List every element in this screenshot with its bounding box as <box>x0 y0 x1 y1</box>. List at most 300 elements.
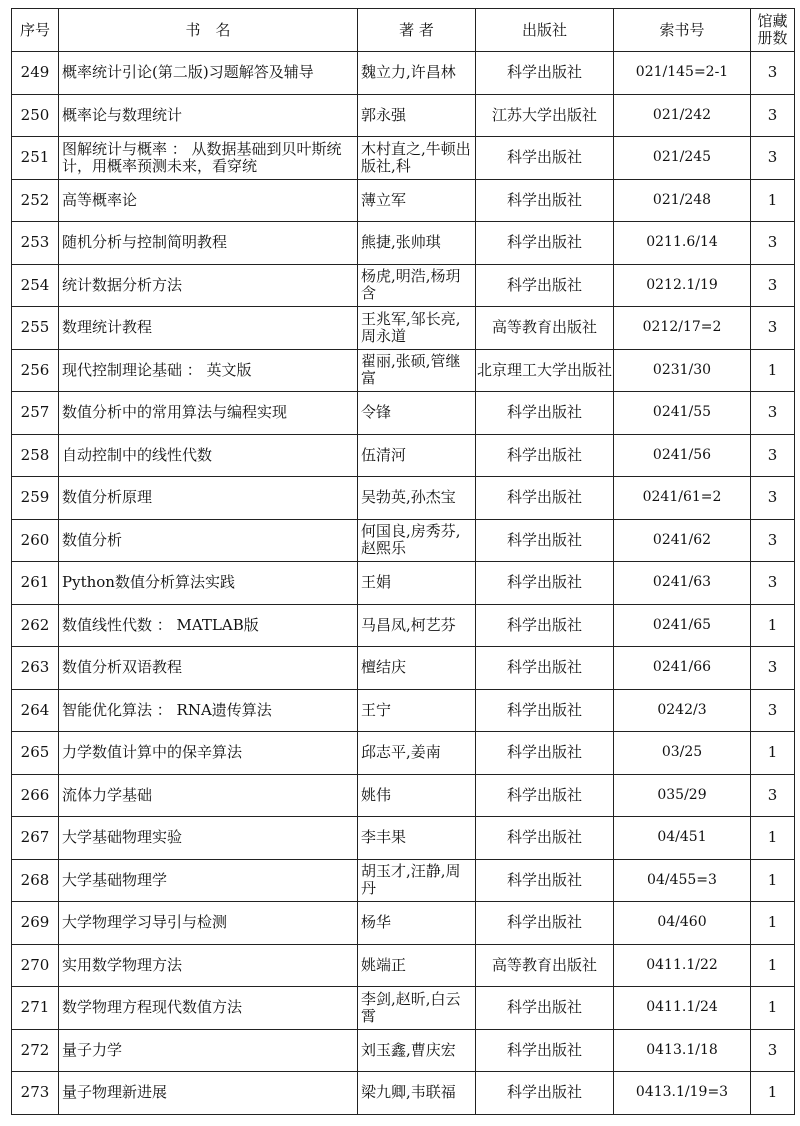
cell-publisher-text: 科学出版社 <box>506 489 582 507</box>
cell-copies <box>751 52 795 95</box>
cell-publisher <box>476 392 614 435</box>
cell-author-text: 李丰果 <box>361 829 407 847</box>
cell-title-text: 大学基础物理学 <box>62 871 168 889</box>
table-row <box>12 519 795 562</box>
cell-author-text: 令锋 <box>361 404 392 422</box>
cell-no <box>12 179 59 222</box>
cell-copies <box>751 477 795 520</box>
cell-copies <box>751 307 795 350</box>
cell-copies <box>751 179 795 222</box>
cell-no <box>12 307 59 350</box>
cell-copies-text: 1 <box>767 829 778 847</box>
cell-call-number <box>614 774 751 817</box>
cell-call-number-text: 0212.1/19 <box>646 276 718 293</box>
cell-no-text: 252 <box>20 191 50 209</box>
cell-call-number-text: 021/145=2-1 <box>635 64 729 81</box>
cell-author-text: 翟丽,张硕,管继富 <box>361 353 461 388</box>
cell-copies <box>751 434 795 477</box>
cell-call-number <box>614 1072 751 1115</box>
cell-publisher-text: 北京理工大学出版社 <box>476 361 612 379</box>
cell-publisher <box>476 222 614 265</box>
cell-no-text: 256 <box>20 361 50 379</box>
cell-copies-text: 3 <box>767 786 778 804</box>
cell-copies <box>751 349 795 392</box>
cell-call-number <box>614 987 751 1030</box>
table-row <box>12 1072 795 1115</box>
cell-call-number <box>614 179 751 222</box>
cell-no <box>12 52 59 95</box>
cell-publisher-text: 江苏大学出版社 <box>491 106 597 124</box>
cell-copies <box>751 817 795 860</box>
cell-no-text: 254 <box>20 276 50 294</box>
cell-no-text: 270 <box>20 956 50 974</box>
book-list-sheet <box>11 8 795 1115</box>
table-row <box>12 264 795 307</box>
cell-publisher-text: 科学出版社 <box>506 616 582 634</box>
cell-publisher-text: 科学出版社 <box>506 701 582 719</box>
cell-copies <box>751 519 795 562</box>
cell-publisher <box>476 774 614 817</box>
cell-title-text: 量子物理新进展 <box>62 1084 168 1102</box>
cell-call-number-text: 0413.1/19=3 <box>635 1084 729 1101</box>
cell-title <box>59 222 358 265</box>
cell-no-text: 253 <box>20 234 50 252</box>
cell-call-number-text: 0241/63 <box>652 574 712 591</box>
cell-copies-text: 3 <box>767 659 778 677</box>
cell-no <box>12 1072 59 1115</box>
cell-title-text: 现代控制理论基础 ： 英文版 <box>62 361 252 379</box>
table-row <box>12 817 795 860</box>
cell-call-number-text: 0241/55 <box>652 404 712 421</box>
cell-call-number <box>614 944 751 987</box>
cell-publisher <box>476 902 614 945</box>
cell-call-number <box>614 1029 751 1072</box>
cell-call-number <box>614 349 751 392</box>
cell-author-text: 伍清河 <box>361 446 407 464</box>
cell-author <box>358 647 476 690</box>
cell-copies-text: 3 <box>767 276 778 294</box>
cell-publisher <box>476 1029 614 1072</box>
cell-copies-text: 3 <box>767 489 778 507</box>
cell-title-text: 数值分析 <box>62 531 123 549</box>
cell-call-number-text: 0242/3 <box>657 701 707 718</box>
cell-title <box>59 1072 358 1115</box>
cell-title-text: 数学物理方程现代数值方法 <box>62 999 243 1017</box>
cell-title-text: 数理统计教程 <box>62 319 153 337</box>
cell-call-number-text: 04/455=3 <box>647 871 717 888</box>
table-row <box>12 137 795 180</box>
cell-no-text: 271 <box>20 999 50 1017</box>
cell-call-number <box>614 562 751 605</box>
cell-publisher-text: 科学出版社 <box>506 829 582 847</box>
cell-title <box>59 987 358 1030</box>
cell-publisher-text: 高等教育出版社 <box>491 319 597 337</box>
cell-no-text: 269 <box>20 914 50 932</box>
cell-title <box>59 817 358 860</box>
table-row <box>12 222 795 265</box>
cell-publisher <box>476 647 614 690</box>
cell-copies <box>751 987 795 1030</box>
cell-publisher <box>476 52 614 95</box>
cell-author-text: 檀结庆 <box>361 659 407 677</box>
cell-copies <box>751 647 795 690</box>
cell-no <box>12 477 59 520</box>
cell-title <box>59 859 358 902</box>
cell-no <box>12 987 59 1030</box>
cell-title-text: 统计数据分析方法 <box>62 276 183 294</box>
cell-copies-text: 1 <box>767 956 778 974</box>
cell-author-text: 梁九卿,韦联福 <box>361 1084 456 1102</box>
cell-title-text: 数值分析双语教程 <box>62 659 183 677</box>
cell-copies <box>751 604 795 647</box>
cell-no-text: 259 <box>20 489 50 507</box>
cell-author <box>358 902 476 945</box>
cell-title <box>59 519 358 562</box>
cell-no <box>12 519 59 562</box>
cell-call-number-text: 0411.1/22 <box>646 956 718 973</box>
cell-copies-text: 1 <box>767 744 778 762</box>
table-row <box>12 732 795 775</box>
cell-title-text: 随机分析与控制简明教程 <box>62 234 228 252</box>
header-row <box>12 9 795 52</box>
cell-author-text: 杨虎,明浩,杨玥含 <box>361 268 461 303</box>
cell-publisher-text: 科学出版社 <box>506 786 582 804</box>
cell-no <box>12 604 59 647</box>
cell-title-text: 高等概率论 <box>62 191 138 209</box>
table-row <box>12 604 795 647</box>
header-copies: 馆藏册数 <box>751 9 795 52</box>
cell-publisher <box>476 562 614 605</box>
cell-publisher-text: 科学出版社 <box>506 64 582 82</box>
cell-author <box>358 52 476 95</box>
cell-publisher-text: 科学出版社 <box>506 574 582 592</box>
cell-no <box>12 689 59 732</box>
cell-copies-text: 1 <box>767 361 778 379</box>
cell-title <box>59 349 358 392</box>
cell-publisher <box>476 604 614 647</box>
table-row <box>12 647 795 690</box>
cell-publisher <box>476 94 614 137</box>
cell-copies <box>751 774 795 817</box>
cell-title-text: 实用数学物理方法 <box>62 956 183 974</box>
table-row <box>12 902 795 945</box>
cell-copies-text: 3 <box>767 531 778 549</box>
cell-publisher-text: 科学出版社 <box>506 1041 582 1059</box>
cell-copies-text: 1 <box>767 616 778 634</box>
cell-author <box>358 817 476 860</box>
cell-author-text: 吴勃英,孙杰宝 <box>361 489 456 507</box>
cell-no <box>12 562 59 605</box>
cell-copies-text: 3 <box>767 234 778 252</box>
cell-publisher <box>476 944 614 987</box>
cell-author-text: 木村直之,牛顿出版社,科 <box>361 140 471 175</box>
table-row <box>12 944 795 987</box>
cell-copies-text: 1 <box>767 999 778 1017</box>
cell-author-text: 杨华 <box>361 914 392 932</box>
cell-title-text: 数值线性代数 ： MATLAB版 <box>62 616 259 634</box>
cell-publisher-text: 科学出版社 <box>506 914 582 932</box>
cell-title <box>59 944 358 987</box>
cell-author-text: 李剑,赵昕,白云霄 <box>361 990 461 1025</box>
cell-title-text: 图解统计与概率 ： 从数据基础到贝叶斯统计，用概率预测未来，看穿统 <box>62 140 342 175</box>
table-row <box>12 94 795 137</box>
cell-no-text: 272 <box>20 1041 50 1059</box>
cell-no <box>12 264 59 307</box>
cell-title-text: 概率论与数理统计 <box>62 106 183 124</box>
cell-call-number <box>614 307 751 350</box>
cell-no <box>12 944 59 987</box>
cell-call-number <box>614 732 751 775</box>
cell-title-text: 力学数值计算中的保辛算法 <box>62 744 243 762</box>
cell-author <box>358 689 476 732</box>
cell-call-number <box>614 222 751 265</box>
cell-publisher <box>476 434 614 477</box>
cell-publisher-text: 科学出版社 <box>506 659 582 677</box>
cell-title-text: 数值分析原理 <box>62 489 153 507</box>
header-title: 书 名 <box>59 9 358 52</box>
cell-call-number <box>614 647 751 690</box>
cell-no-text: 255 <box>20 319 50 337</box>
cell-author-text: 王宁 <box>361 701 392 719</box>
cell-author-text: 马昌凤,柯艺芬 <box>361 616 456 634</box>
cell-no <box>12 222 59 265</box>
cell-no <box>12 349 59 392</box>
cell-no-text: 263 <box>20 659 50 677</box>
cell-publisher-text: 科学出版社 <box>506 404 582 422</box>
cell-call-number <box>614 94 751 137</box>
cell-author <box>358 1029 476 1072</box>
table-row <box>12 52 795 95</box>
cell-title <box>59 179 358 222</box>
cell-call-number-text: 021/245 <box>652 149 712 166</box>
cell-author-text: 姚伟 <box>361 786 392 804</box>
table-row <box>12 349 795 392</box>
cell-call-number <box>614 817 751 860</box>
cell-no-text: 266 <box>20 786 50 804</box>
cell-publisher-text: 高等教育出版社 <box>491 956 597 974</box>
cell-author-text: 郭永强 <box>361 106 407 124</box>
cell-title <box>59 689 358 732</box>
cell-title-text: Python数值分析算法实践 <box>62 574 235 592</box>
cell-title <box>59 774 358 817</box>
cell-publisher-text: 科学出版社 <box>506 446 582 464</box>
cell-no-text: 257 <box>20 404 50 422</box>
cell-title <box>59 562 358 605</box>
cell-copies <box>751 137 795 180</box>
cell-call-number-text: 035/29 <box>657 786 707 803</box>
cell-author <box>358 94 476 137</box>
cell-call-number-text: 03/25 <box>661 744 703 761</box>
cell-publisher <box>476 1072 614 1115</box>
table-row <box>12 179 795 222</box>
cell-publisher <box>476 307 614 350</box>
cell-author-text: 胡玉才,汪静,周丹 <box>361 863 461 898</box>
cell-call-number <box>614 52 751 95</box>
cell-publisher <box>476 987 614 1030</box>
cell-copies-text: 3 <box>767 1041 778 1059</box>
cell-publisher <box>476 349 614 392</box>
cell-call-number-text: 0241/66 <box>652 659 712 676</box>
cell-no-text: 258 <box>20 446 50 464</box>
cell-copies-text: 3 <box>767 106 778 124</box>
cell-copies-text: 1 <box>767 871 778 889</box>
cell-no <box>12 392 59 435</box>
cell-title <box>59 902 358 945</box>
cell-title <box>59 94 358 137</box>
cell-call-number <box>614 477 751 520</box>
cell-call-number <box>614 519 751 562</box>
cell-title <box>59 137 358 180</box>
cell-title <box>59 434 358 477</box>
cell-author <box>358 774 476 817</box>
cell-no <box>12 732 59 775</box>
table-row <box>12 689 795 732</box>
cell-copies-text: 3 <box>767 64 778 82</box>
cell-call-number-text: 04/460 <box>657 914 707 931</box>
table-row <box>12 774 795 817</box>
cell-call-number <box>614 392 751 435</box>
cell-author-text: 王娟 <box>361 574 392 592</box>
cell-publisher <box>476 264 614 307</box>
cell-copies <box>751 264 795 307</box>
cell-copies-text: 1 <box>767 914 778 932</box>
cell-no <box>12 859 59 902</box>
cell-copies-text: 1 <box>767 191 778 209</box>
cell-publisher-text: 科学出版社 <box>506 871 582 889</box>
cell-call-number-text: 021/242 <box>652 106 712 123</box>
cell-publisher-text: 科学出版社 <box>506 191 582 209</box>
cell-call-number-text: 0413.1/18 <box>646 1041 718 1058</box>
cell-copies-text: 3 <box>767 574 778 592</box>
cell-author <box>358 307 476 350</box>
cell-call-number <box>614 264 751 307</box>
cell-no-text: 273 <box>20 1084 50 1102</box>
cell-author <box>358 732 476 775</box>
table-row <box>12 477 795 520</box>
cell-copies <box>751 1072 795 1115</box>
cell-title <box>59 307 358 350</box>
cell-author <box>358 179 476 222</box>
cell-no-text: 250 <box>20 106 50 124</box>
cell-author <box>358 1072 476 1115</box>
cell-no-text: 251 <box>20 149 50 167</box>
cell-title-text: 流体力学基础 <box>62 786 153 804</box>
cell-call-number-text: 0241/61=2 <box>642 489 722 506</box>
book-table <box>11 8 795 1115</box>
cell-author-text: 熊捷,张帅琪 <box>361 234 441 252</box>
cell-title <box>59 52 358 95</box>
cell-call-number-text: 021/248 <box>652 191 712 208</box>
cell-title-text: 数值分析中的常用算法与编程实现 <box>62 404 288 422</box>
cell-author <box>358 222 476 265</box>
cell-call-number-text: 0241/62 <box>652 531 712 548</box>
cell-no <box>12 902 59 945</box>
cell-publisher <box>476 477 614 520</box>
cell-author <box>358 859 476 902</box>
cell-title <box>59 392 358 435</box>
cell-no-text: 267 <box>20 829 50 847</box>
cell-title-text: 量子力学 <box>62 1041 123 1059</box>
cell-publisher <box>476 689 614 732</box>
cell-title <box>59 732 358 775</box>
header-call-number: 索书号 <box>614 9 751 52</box>
cell-author <box>358 477 476 520</box>
cell-copies-text: 3 <box>767 404 778 422</box>
cell-copies <box>751 1029 795 1072</box>
cell-author-text: 魏立力,许昌林 <box>361 64 456 82</box>
table-row <box>12 987 795 1030</box>
cell-call-number-text: 0241/56 <box>652 446 712 463</box>
cell-call-number <box>614 689 751 732</box>
cell-publisher-text: 科学出版社 <box>506 234 582 252</box>
cell-copies <box>751 902 795 945</box>
cell-publisher <box>476 137 614 180</box>
cell-title <box>59 264 358 307</box>
table-row <box>12 859 795 902</box>
table-body <box>12 52 795 1115</box>
cell-copies <box>751 689 795 732</box>
cell-publisher <box>476 859 614 902</box>
cell-author <box>358 349 476 392</box>
cell-no-text: 264 <box>20 701 50 719</box>
cell-call-number-text: 0411.1/24 <box>646 999 718 1016</box>
table-row <box>12 562 795 605</box>
cell-copies <box>751 222 795 265</box>
cell-no-text: 261 <box>20 574 50 592</box>
cell-publisher-text: 科学出版社 <box>506 276 582 294</box>
cell-no <box>12 434 59 477</box>
cell-no-text: 262 <box>20 616 50 634</box>
cell-publisher <box>476 179 614 222</box>
cell-author <box>358 264 476 307</box>
cell-title-text: 智能优化算法 ： RNA遗传算法 <box>62 701 272 719</box>
cell-copies-text: 3 <box>767 149 778 167</box>
table-row <box>12 392 795 435</box>
cell-copies-text: 3 <box>767 701 778 719</box>
cell-copies <box>751 392 795 435</box>
cell-publisher-text: 科学出版社 <box>506 999 582 1017</box>
header-publisher: 出版社 <box>476 9 614 52</box>
cell-copies <box>751 859 795 902</box>
table-row <box>12 434 795 477</box>
cell-publisher-text: 科学出版社 <box>506 1084 582 1102</box>
cell-no-text: 249 <box>20 64 50 82</box>
cell-no <box>12 817 59 860</box>
cell-copies-text: 3 <box>767 319 778 337</box>
cell-title <box>59 1029 358 1072</box>
cell-copies <box>751 94 795 137</box>
cell-call-number-text: 0212/17=2 <box>642 319 722 336</box>
cell-no <box>12 1029 59 1072</box>
cell-author <box>358 987 476 1030</box>
cell-copies-text: 1 <box>767 1084 778 1102</box>
cell-title-text: 大学物理学习导引与检测 <box>62 914 228 932</box>
cell-author <box>358 137 476 180</box>
cell-author <box>358 519 476 562</box>
cell-copies <box>751 562 795 605</box>
cell-call-number <box>614 434 751 477</box>
cell-author-text: 何国良,房秀芬,赵熙乐 <box>361 523 461 558</box>
cell-publisher <box>476 817 614 860</box>
cell-author-text: 王兆军,邹长亮,周永道 <box>361 310 461 345</box>
header-no: 序号 <box>12 9 59 52</box>
cell-author <box>358 944 476 987</box>
cell-title <box>59 604 358 647</box>
cell-no <box>12 774 59 817</box>
cell-author-text: 刘玉鑫,曹庆宏 <box>361 1041 456 1059</box>
cell-author <box>358 392 476 435</box>
cell-title <box>59 477 358 520</box>
